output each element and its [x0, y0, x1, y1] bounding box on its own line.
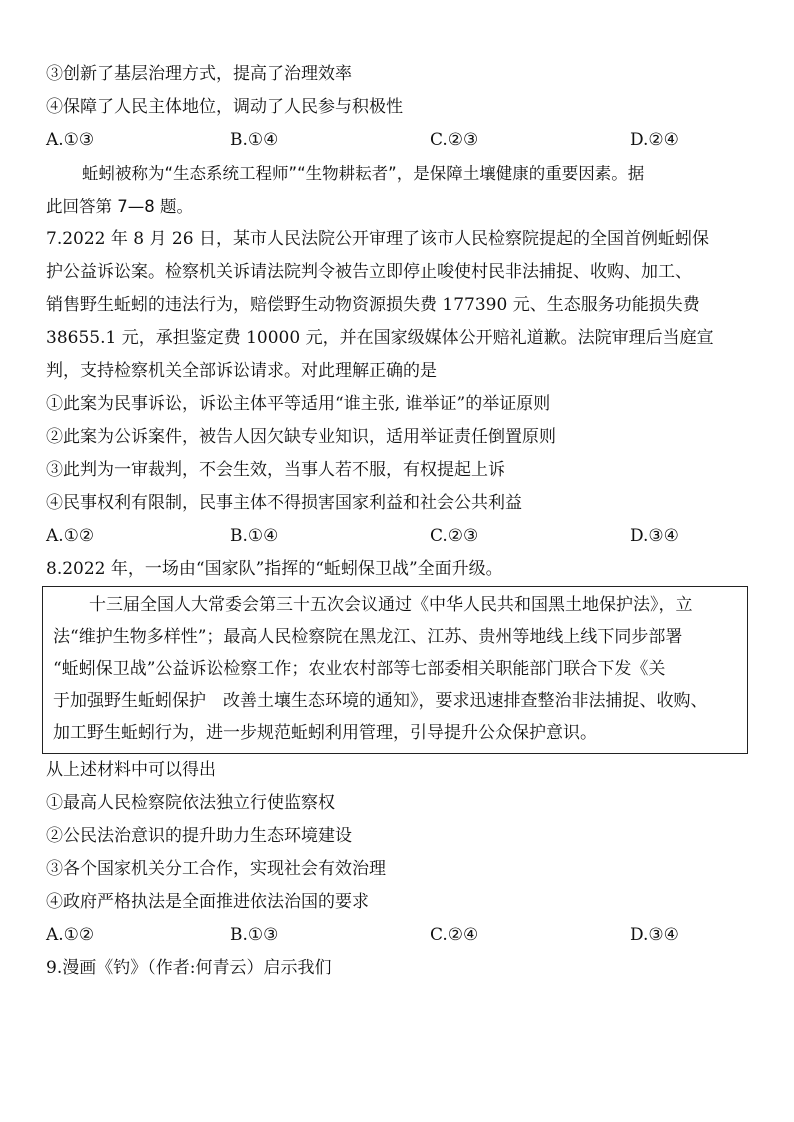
q8-question: 从上述材料中可以得出: [46, 760, 216, 780]
q6-option-b: B.①④: [230, 130, 279, 150]
q8-option-b: B.①③: [230, 925, 279, 945]
q8-options: [46, 919, 758, 952]
q7-item-2: ②此案为公诉案件，被告人因欠缺专业知识，适用举证责任倒置原则: [46, 427, 556, 447]
q6-item-4: ④保障了人民主体地位，调动了人民参与积极性: [46, 97, 403, 117]
q8-item-2: ②公民法治意识的提升助力生态环境建设: [46, 826, 352, 846]
q7-stem-line-5: 判，支持检察机关全部诉讼请求。对此理解正确的是: [46, 361, 437, 381]
q9-stem: 9.漫画《钓》（作者:何青云）启示我们: [46, 958, 332, 978]
q7-option-b: B.①④: [230, 526, 279, 546]
q7-option-c: C.②③: [430, 526, 479, 546]
q6-option-d: D.②④: [630, 130, 679, 150]
q7-option-a: A.①②: [46, 526, 95, 546]
intro-line-2: 此回答第 7—8 题。: [46, 197, 193, 216]
q8-item-1: ①最高人民检察院依法独立行使监察权: [46, 793, 335, 813]
q7-options: [46, 520, 758, 553]
q7-stem-line-1: 7.2022 年 8 月 26 日，某市人民法院公开审理了该市人民检察院提起的全国首例蚯蚓保: [46, 229, 709, 249]
q8-option-d: D.③④: [630, 925, 679, 945]
q8-material-line-4: 于加强野生蚯蚓保护 改善土壤生态环境的通知》，要求迅速排查整治非法捕捉、收购、: [53, 691, 708, 711]
q6-option-a: A.①③: [46, 130, 95, 150]
q8-material-line-3: “蚯蚓保卫战”公益诉讼检察工作；农业农村部等七部委相关职能部门联合下发《关: [53, 659, 666, 679]
q8-option-c: C.②④: [430, 925, 479, 945]
q7-option-d: D.③④: [630, 526, 679, 546]
q7-item-3: ③此判为一审裁判，不会生效，当事人若不服，有权提起上诉: [46, 460, 505, 480]
q8-material-box: [42, 586, 748, 754]
q8-material-line-2: 法“维护生物多样性”；最高人民检察院在黑龙江、江苏、贵州等地线上线下同步部署: [53, 627, 683, 647]
q6-options: [46, 124, 758, 157]
intro-line-1: 蚯蚓被称为“生态系统工程师”“生物耕耘者”，是保障土壤健康的重要因素。据: [82, 164, 645, 183]
q6-option-c: C.②③: [430, 130, 479, 150]
q7-stem-line-3: 销售野生蚯蚓的违法行为，赔偿野生动物资源损失费 177390 元、生态服务功能损失费: [46, 295, 700, 315]
q7-stem-line-4: 38655.1 元，承担鉴定费 10000 元，并在国家级媒体公开赔礼道歉。法院审理后当庭宣: [46, 328, 714, 348]
q8-material-line-5: 加工野生蚯蚓行为，进一步规范蚯蚓利用管理，引导提升公众保护意识。: [53, 723, 597, 743]
q7-item-4: ④民事权利有限制，民事主体不得损害国家利益和社会公共利益: [46, 493, 522, 513]
q8-item-4: ④政府严格执法是全面推进依法治国的要求: [46, 892, 369, 912]
q8-stem: 8.2022 年，一场由“国家队”指挥的“蚯蚓保卫战”全面升级。: [46, 559, 503, 579]
q7-stem-line-2: 护公益诉讼案。检察机关诉请法院判令被告立即停止唆使村民非法捕捉、收购、加工、: [46, 262, 692, 282]
exam-page: [46, 58, 758, 985]
q6-item-3: ③创新了基层治理方式，提高了治理效率: [46, 64, 352, 84]
q7-item-1: ①此案为民事诉讼，诉讼主体平等适用“谁主张, 谁举证”的举证原则: [46, 394, 551, 414]
q8-option-a: A.①②: [46, 925, 95, 945]
q8-item-3: ③各个国家机关分工合作，实现社会有效治理: [46, 859, 386, 879]
q8-material-line-1: 十三届全国人大常委会第三十五次会议通过《中华人民共和国黑土地保护法》，立: [89, 595, 693, 615]
